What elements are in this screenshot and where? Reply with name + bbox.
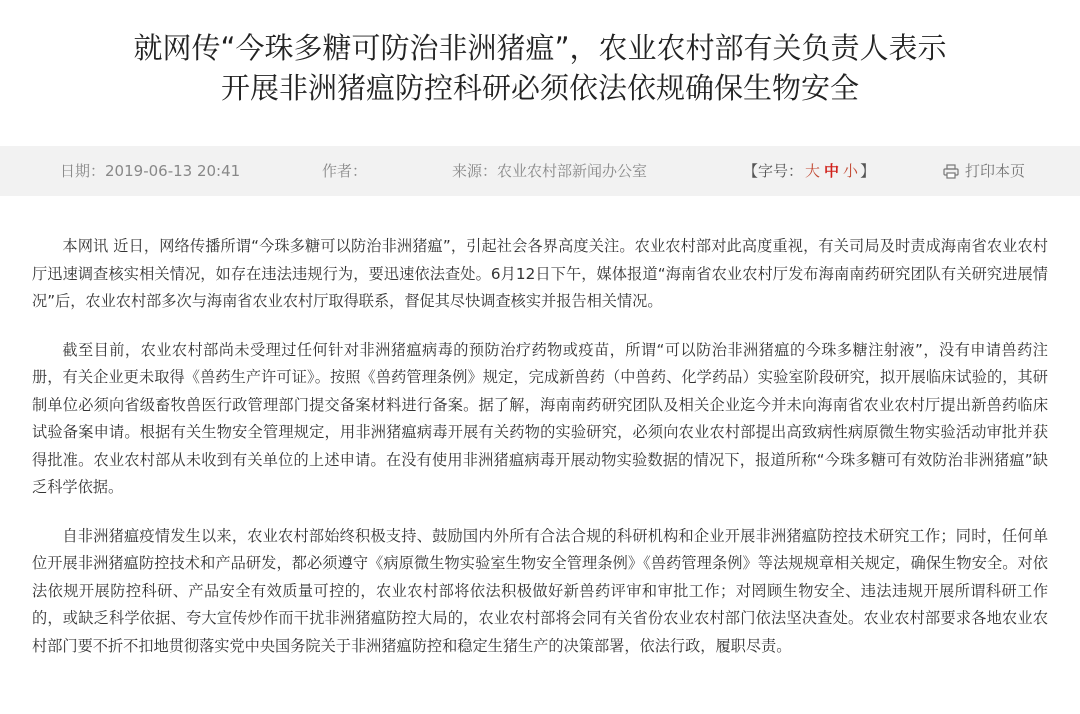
article-header: [0, 28, 1080, 108]
article-meta-bar: [0, 146, 1080, 196]
article-body: [32, 233, 1048, 681]
font-size-label-close: 】: [860, 162, 876, 180]
font-size-small-link[interactable]: 小: [843, 162, 859, 180]
meta-source: [452, 146, 647, 196]
date-value: 2019-06-13 20:41: [105, 162, 241, 180]
source-value: 农业农村部新闻办公室: [497, 162, 648, 180]
font-size-large-link[interactable]: 大: [805, 162, 821, 180]
font-size-switcher: [743, 146, 875, 196]
article-paragraph: 截至目前，农业农村部尚未受理过任何针对非洲猪瘟病毒的预防治疗药物或疫苗，所谓“可以防治非洲猪瘟的今珠多糖注射液”，没有申请兽药注册，有关企业更未取得《兽药生产许可证》。按照《兽药管理条例》规定，完成新兽药（中兽药、化学药品）实验室阶段研究，拟开展临床试验的，其研制单位必须向省级畜牧兽医行政管理部门提交备案材料进行备案。据了解，海南南药研究团队及相关企业迄今并未向海南省农业农村厅提出新兽药临床试验备案申请。根据有关生物安全管理规定，用非洲猪瘟病毒开展有关药物的实验研究，必须向农业农村部提出高致病性病原微生物实验活动审批并获得批准。农业农村部从未收到有关单位的上述申请。在没有使用非洲猪瘟病毒开展动物实验数据的情况下，报道所称“今珠多糖可有效防治非洲猪瘟”缺乏科学依据。: [32, 340, 1048, 496]
meta-date: [60, 146, 240, 196]
print-label: 打印本页: [965, 162, 1026, 180]
source-label: 来源：: [452, 162, 498, 180]
article-title-line-1: 就网传“今珠多糖可防治非洲猪瘟”，农业农村部有关负责人表示: [133, 31, 947, 65]
printer-icon: [943, 164, 959, 179]
print-page-button[interactable]: [943, 146, 1025, 196]
date-label: 日期：: [60, 162, 106, 180]
article-title-line-2: 开展非洲猪瘟防控科研必须依法依规确保生物安全: [220, 71, 859, 105]
author-label: 作者：: [322, 162, 368, 180]
article-paragraph: 自非洲猪瘟疫情发生以来，农业农村部始终积极支持、鼓励国内外所有合法合规的科研机构和企业开展非洲猪瘟防控技术研究工作；同时，任何单位开展非洲猪瘟防控技术和产品研发，都必须遵守《病原微生物实验室生物安全管理条例》《兽药管理条例》等法规规章相关规定，确保生物安全。对依法依规开展防控科研、产品安全有效质量可控的，农业农村部将依法积极做好新兽药评审和审批工作；对罔顾生物安全、违法违规开展所谓科研工作的，或缺乏科学依据、夸大宣传炒作而干扰非洲猪瘟防控大局的，农业农村部将会同有关省份农业农村部门依法坚决查处。农业农村部要求各地农业农村部门要不折不扣地贯彻落实党中央国务院关于非洲猪瘟防控和稳定生猪生产的决策部署，依法行政，履职尽责。: [32, 526, 1048, 655]
article-paragraph: 本网讯 近日，网络传播所谓“今珠多糖可以防治非洲猪瘟”，引起社会各界高度关注。农业农村部对此高度重视，有关司局及时责成海南省农业农村厅迅速调查核实相关情况，如存在违法违规行为，要迅速依法查处。6月12日下午，媒体报道“海南省农业农村厅发布海南南药研究团队有关研究进展情况”后，农业农村部多次与海南省农业农村厅取得联系，督促其尽快调查核实并报告相关情况。: [32, 237, 1048, 310]
font-size-medium-link[interactable]: 中: [824, 162, 840, 180]
font-size-label-open: 【字号：: [743, 162, 804, 180]
meta-author: [322, 146, 367, 196]
